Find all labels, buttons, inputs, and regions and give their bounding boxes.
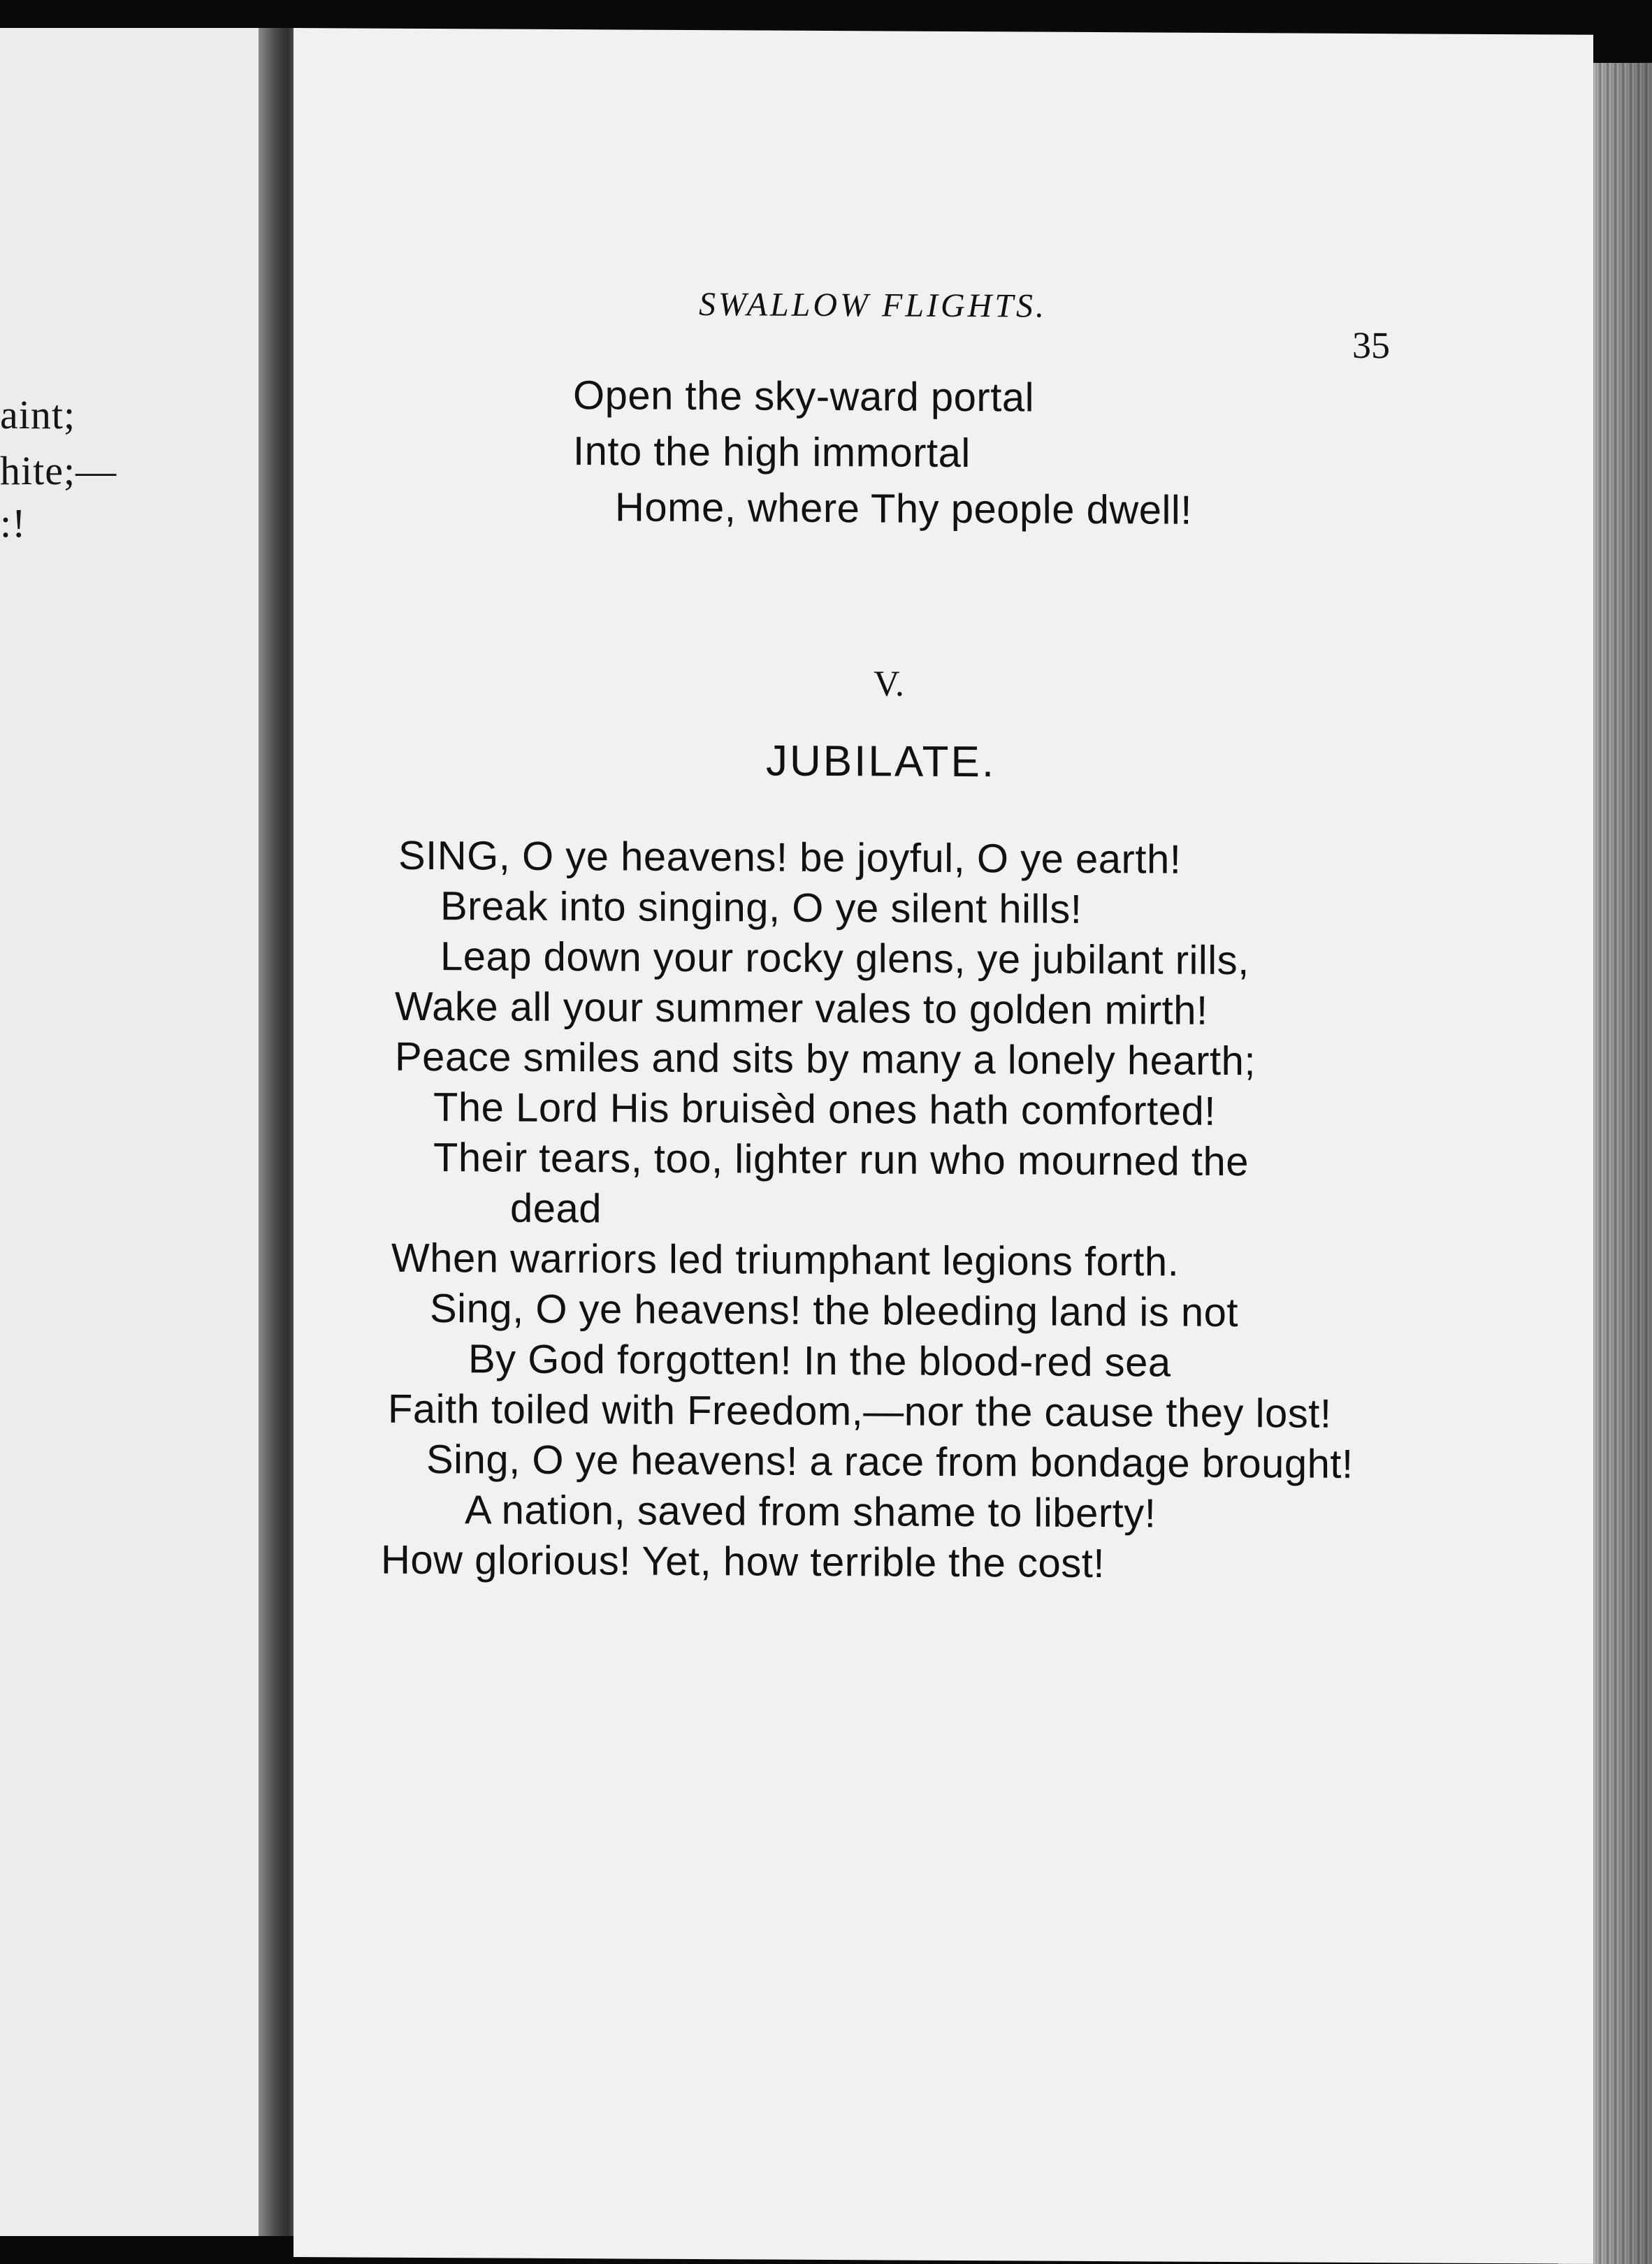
left-page — [0, 28, 259, 2236]
poem-line: Faith toiled with Freedom,—nor the cause they lost! — [388, 1386, 1332, 1437]
poem-line: dead — [510, 1185, 602, 1232]
stanza-line: Open the sky-ward portal — [573, 372, 1034, 421]
poem-line: SING, O ye heavens! be joyful, O ye earth! — [398, 832, 1182, 883]
right-page — [294, 28, 1593, 2264]
poem-line: Their tears, too, lighter run who mourned the — [433, 1135, 1249, 1185]
section-title: JUBILATE. — [766, 736, 997, 787]
poem-line: Peace smiles and sits by many a lonely hearth; — [395, 1033, 1256, 1084]
left-page-line: aint; — [0, 392, 76, 437]
section-number: V. — [874, 664, 904, 704]
stanza-line: Home, where Thy people dwell! — [615, 484, 1192, 533]
poem-line: The Lord His bruisèd ones hath comforted! — [433, 1084, 1216, 1134]
poem-line: By God forgotten! In the blood-red sea — [468, 1336, 1171, 1386]
page-number: 35 — [1352, 324, 1390, 367]
page-edge-shadow — [1586, 63, 1652, 2264]
poem-line: Break into singing, O ye silent hills! — [440, 883, 1082, 932]
running-head: SWALLOW FLIGHTS. — [699, 286, 1048, 325]
left-page-line: hite;— — [0, 448, 117, 493]
poem-line: Sing, O ye heavens! a race from bondage brought! — [426, 1436, 1354, 1487]
stanza-line: Into the high immortal — [573, 428, 971, 477]
poem-line: Sing, O ye heavens! the bleeding land is not — [430, 1286, 1238, 1336]
poem-line: Leap down your rocky glens, ye jubilant rills, — [440, 934, 1249, 984]
left-page-line: :! — [0, 500, 27, 546]
poem-line: How glorious! Yet, how terrible the cost! — [381, 1537, 1106, 1587]
poem-line: Wake all your summer vales to golden mirth! — [395, 983, 1208, 1033]
poem-line: When warriors led triumphant legions forth. — [391, 1235, 1180, 1285]
poem-line: A nation, saved from shame to liberty! — [465, 1487, 1157, 1537]
